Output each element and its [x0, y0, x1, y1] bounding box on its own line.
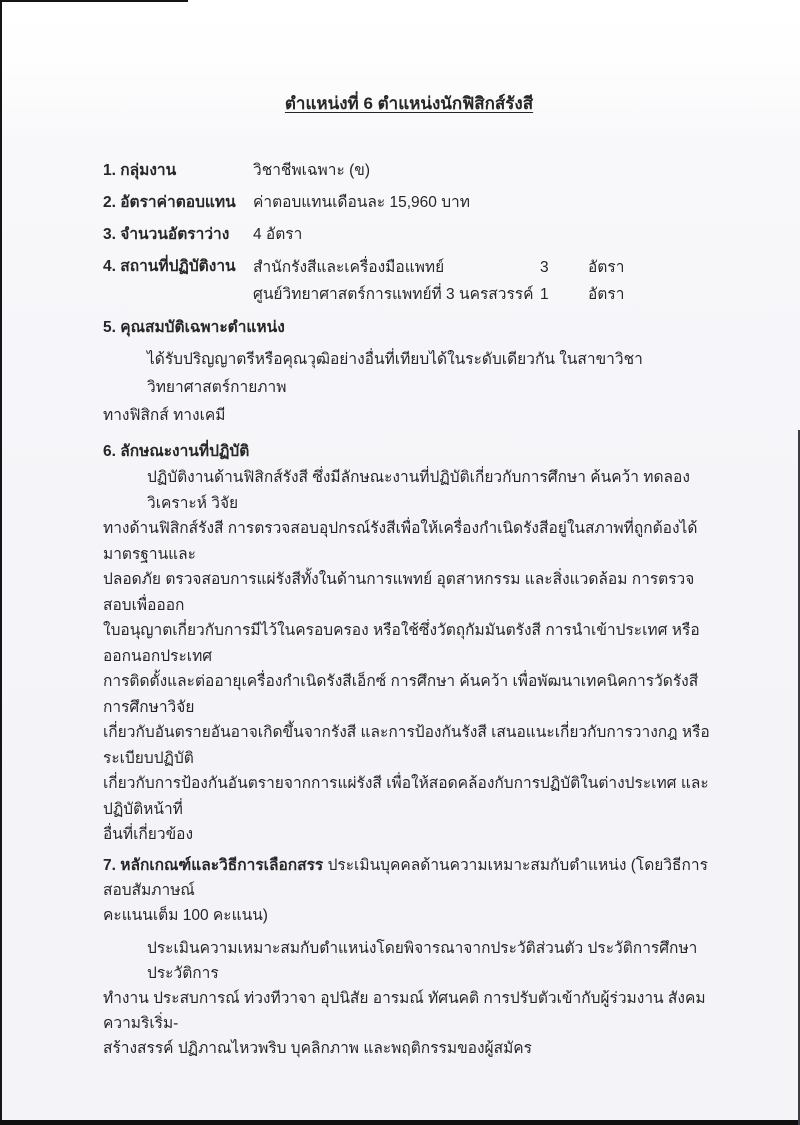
scan-edge-top	[0, 0, 188, 2]
paragraph-line: ได้รับปริญญาตรีหรือคุณวุฒิอย่างอื่นที่เทียบได้ในระดับเดียวกัน ในสาขาวิชาวิทยาศาสตร์กายภาพ	[147, 351, 643, 396]
paragraph-line: เกี่ยวกับการป้องกันอันตรายจากการแผ่รังสี เพื่อให้สอดคล้องกับการปฏิบัติในต่างประเทศ และปฏิบัติหน้าที่	[103, 775, 709, 818]
paragraph-line: อื่นที่เกี่ยวข้อง	[103, 826, 194, 843]
field-value: ค่าตอบแทนเดือนละ 15,960 บาท	[253, 194, 470, 211]
page-title: ตำแหน่งที่ 6 ตำแหน่งนักฟิสิกส์รังสี	[284, 94, 534, 113]
worksite-count: 3	[540, 259, 549, 276]
field-list	[103, 158, 715, 308]
paragraph-line: ทำงาน ประสบการณ์ ท่วงทีวาจา อุปนิสัย อารมณ์ ทัศนคติ การปรับตัวเข้ากับผู้ร่วมงาน สังคม ความริเริ่ม-	[103, 989, 706, 1032]
paragraph-line: ใบอนุญาตเกี่ยวกับการมีไว้ในครอบครอง หรือใช้ซึ่งวัตถุกัมมันตรังสี การนำเข้าประเทศ หรือออกนอกประเทศ	[103, 622, 700, 665]
field-label: 4. สถานที่ปฏิบัติงาน	[103, 258, 236, 275]
section7-heading-bold: 7. หลักเกณฑ์และวิธีการเลือกสรร	[103, 856, 324, 874]
worksite-row	[253, 281, 715, 308]
field-value: วิชาชีพเฉพาะ (ข)	[253, 162, 370, 179]
paragraph-line: ประเมินความเหมาะสมกับตำแหน่งโดยพิจารณาจากประวัติส่วนตัว ประวัติการศึกษา ประวัติการ	[147, 939, 698, 982]
section6-paragraph	[103, 465, 715, 848]
worksite-list	[253, 254, 715, 308]
section7-paragraph	[103, 936, 715, 1061]
paragraph-line: การติดตั้งและต่ออายุเครื่องกำเนิดรังสีเอ็กซ์ การศึกษา ค้นคว้า เพื่อพัฒนาเทคนิคการวัดรังสี การศึกษาวิจัย	[103, 673, 699, 716]
paragraph-line: เกี่ยวกับอันตรายอันอาจเกิดขึ้นจากรังสี และการป้องกันรังสี เสนอแนะเกี่ยวกับการวางกฎ หรือระเบียบปฏิบัติ	[103, 724, 710, 767]
scan-edge-bottom	[0, 1120, 800, 1125]
section5-paragraph	[103, 346, 715, 430]
section7-heading-rest: ประเมินบุคคลด้านความเหมาะสมกับตำแหน่ง (โดยวิธีการสอบสัมภาษณ์	[103, 856, 708, 899]
section7-heading	[103, 853, 715, 928]
worksite-unit: อัตรา	[588, 259, 625, 276]
paragraph-line: ทางฟิสิกส์ ทางเคมี	[103, 407, 226, 424]
paragraph-line: ทางด้านฟิสิกส์รังสี การตรวจสอบอุปกรณ์รังสีเพื่อให้เครื่องกำเนิดรังสีอยู่ในสภาพที่ถูกต้องได้มาตรฐานและ	[103, 520, 698, 563]
field-value: 4 อัตรา	[253, 226, 303, 243]
field-row-worksite	[103, 254, 715, 308]
field-row-compensation	[103, 190, 715, 215]
field-label: 3. จำนวนอัตราว่าง	[103, 226, 230, 243]
section5-heading: 5. คุณสมบัติเฉพาะตำแหน่ง	[103, 319, 285, 336]
worksite-unit: อัตรา	[588, 286, 625, 303]
document-body	[103, 92, 715, 1061]
paragraph-line: ปฏิบัติงานด้านฟิสิกส์รังสี ซึ่งมีลักษณะงานที่ปฏิบัติเกี่ยวกับการศึกษา ค้นคว้า ทดลองวิเคราะห์ วิจัย	[147, 469, 690, 512]
field-row-group	[103, 158, 715, 183]
field-label: 1. กลุ่มงาน	[103, 162, 177, 179]
section7-heading-line2: คะแนนเต็ม 100 คะแนน)	[103, 906, 268, 924]
field-row-vacancies	[103, 222, 715, 247]
section6-heading: 6. ลักษณะงานที่ปฏิบัติ	[103, 443, 250, 460]
worksite-name: สำนักรังสีและเครื่องมือแพทย์	[253, 259, 445, 276]
paragraph-line: ปลอดภัย ตรวจสอบการแผ่รังสีทั้งในด้านการแพทย์ อุตสาหกรรม และสิ่งแวดล้อม การตรวจสอบเพื่อออก	[103, 571, 695, 614]
paragraph-line: สร้างสรรค์ ปฏิภาณไหวพริบ บุคลิกภาพ และพฤติกรรมของผู้สมัคร	[103, 1039, 532, 1057]
worksite-row	[253, 254, 715, 281]
field-label: 2. อัตราค่าตอบแทน	[103, 194, 236, 211]
worksite-count: 1	[540, 286, 549, 303]
scan-edge-left	[0, 0, 2, 1125]
worksite-name: ศูนย์วิทยาศาสตร์การแพทย์ที่ 3 นครสวรรค์	[253, 286, 534, 303]
